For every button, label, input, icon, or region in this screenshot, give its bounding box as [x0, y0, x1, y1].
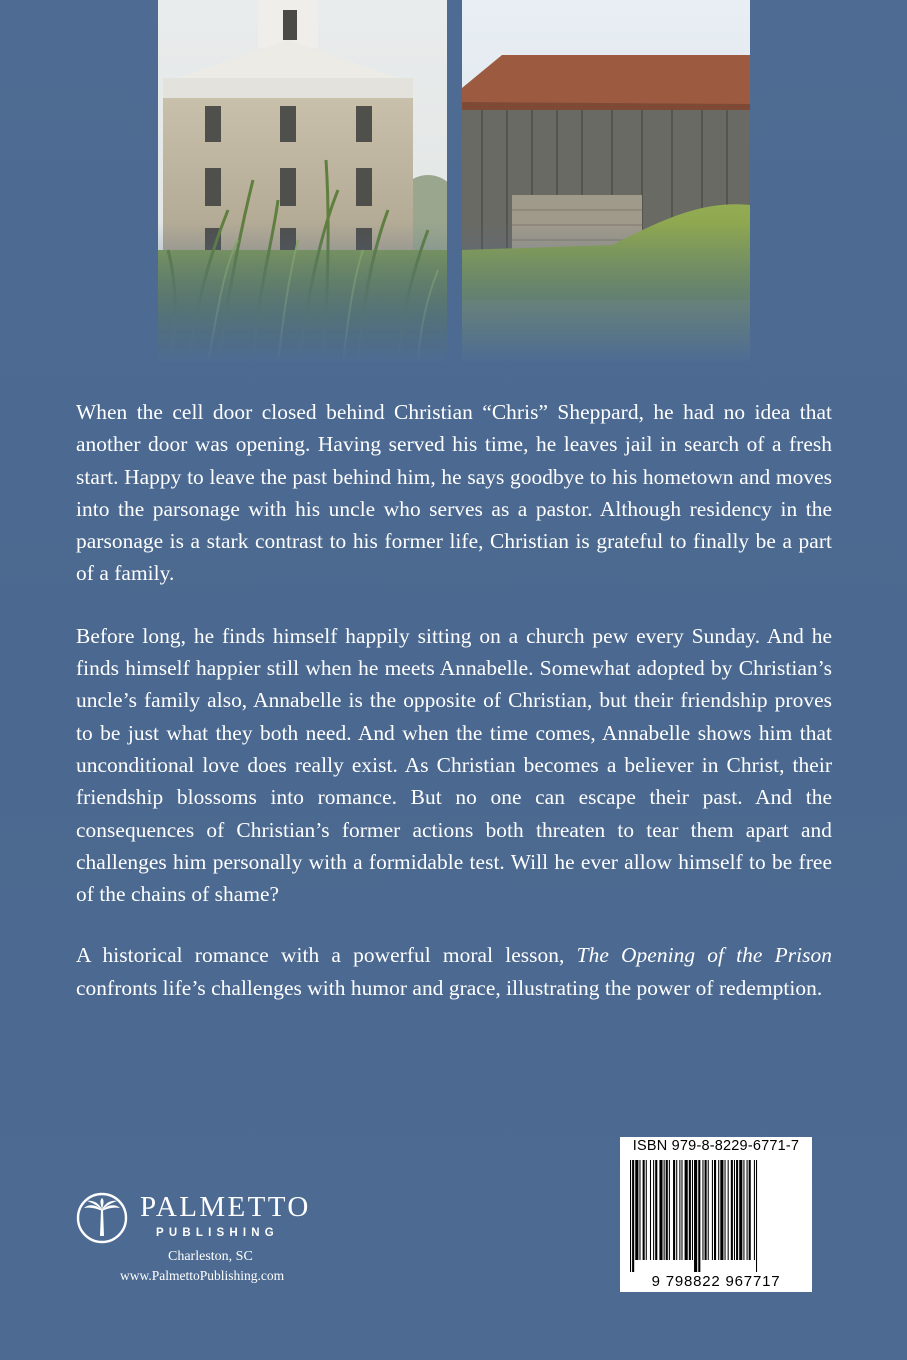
barcode-bar — [664, 1160, 665, 1260]
church-photo-fade — [158, 222, 447, 362]
book-title: The Opening of the Prison — [576, 943, 832, 968]
barcode-bar — [756, 1160, 757, 1272]
barcode-bar — [718, 1160, 719, 1260]
barcode-bar — [720, 1160, 723, 1260]
isbn-barcode — [620, 1137, 812, 1292]
barcode-bar — [689, 1160, 691, 1260]
barcode-bar — [708, 1160, 709, 1260]
barcode-bar — [673, 1160, 675, 1260]
barn-photo — [462, 0, 750, 362]
barcode-bar — [666, 1160, 668, 1260]
barcode-bar — [736, 1160, 738, 1260]
barcode-bar — [630, 1160, 631, 1272]
publisher-subtitle: PUBLISHING — [156, 1227, 279, 1239]
barcode-bar — [728, 1160, 729, 1260]
barcode-bar — [653, 1160, 654, 1260]
barcode-bar — [679, 1160, 680, 1260]
barcode-bar — [734, 1160, 735, 1260]
barcode-bar — [731, 1160, 733, 1260]
barcode-bar — [632, 1160, 634, 1272]
barcode-bar — [635, 1160, 638, 1260]
publisher-city: Charleston, SC — [168, 1249, 253, 1264]
barcode-bar — [692, 1160, 693, 1260]
barcode-bar — [650, 1160, 651, 1260]
barcode-bars — [628, 1160, 806, 1272]
description-paragraph-2: Before long, he finds himself happily sitting on a church pew every Sunday. And he finds himself happier still when he meets Annabelle. Somewhat adopted by Christian’s uncle’s family also, Annabelle is the opposite of Christian, but their friendship proves to be just what they both need. And when the time comes, Annabelle shows him that unconditional love does really exist. As Christian becomes a believer in Christ, their friendship blossoms into romance. But no one can escape their past. And the consequences of Christian’s former actions both threaten to tear them apart and challenges him personally with a formidable test. Will he ever allow himself to be free of the chains of shame? — [76, 623, 832, 907]
church-photo — [158, 0, 447, 362]
barcode-bar — [643, 1160, 645, 1260]
publisher-block — [72, 1190, 392, 1300]
barcode-bar — [743, 1160, 744, 1260]
book-description — [76, 396, 832, 1031]
barcode-bar — [698, 1160, 700, 1272]
barn-photo-fade — [462, 222, 750, 362]
barcode-bar — [725, 1160, 726, 1260]
barcode-bar — [655, 1160, 657, 1260]
barcode-bar — [639, 1160, 640, 1260]
barcode-bar — [714, 1160, 716, 1260]
paragraph-3-ending: confronts life’s challenges with humor and grace, illustrating the power of redemption. — [76, 975, 823, 1000]
barcode-digits: 9 798822 967717 — [651, 1273, 781, 1290]
barcode-bar — [669, 1160, 670, 1260]
barcode-bar — [681, 1160, 682, 1260]
publisher-website: www.PalmettoPublishing.com — [120, 1268, 285, 1283]
isbn-label: ISBN 979-8-8229-6771-7 — [632, 1138, 800, 1154]
barcode-bar — [646, 1160, 647, 1260]
paragraph-3-intro: A historical romance with a powerful moral lesson, — [76, 943, 577, 968]
description-paragraph-1: When the cell door closed behind Christian “Chris” Sheppard, he had no idea that another door was opening. Having served his time, he leaves jail in search of a fresh start. Happy to leave the past behind him, he says goodbye to his hometown and moves into the parsonage with his uncle who serves as a pastor. Although residency in the parsonage is a stark contrast to his former life, Christian is grateful to finally be a part of a family. — [76, 400, 832, 586]
description-paragraph-3 — [76, 939, 832, 1004]
barcode-bar — [739, 1160, 742, 1260]
barcode-bar — [702, 1160, 703, 1260]
barcode-bar — [705, 1160, 707, 1260]
palmetto-tree-icon — [76, 1192, 128, 1244]
barcode-bar — [749, 1160, 751, 1260]
barcode-bar — [754, 1160, 755, 1260]
barcode-bar — [694, 1160, 697, 1272]
publisher-name: PALMETTO — [140, 1191, 311, 1223]
barcode-bar — [659, 1160, 662, 1260]
barcode-bar — [747, 1160, 748, 1260]
barcode-bar — [712, 1160, 713, 1260]
barcode-bar — [685, 1160, 688, 1260]
barcode-bar — [676, 1160, 677, 1260]
